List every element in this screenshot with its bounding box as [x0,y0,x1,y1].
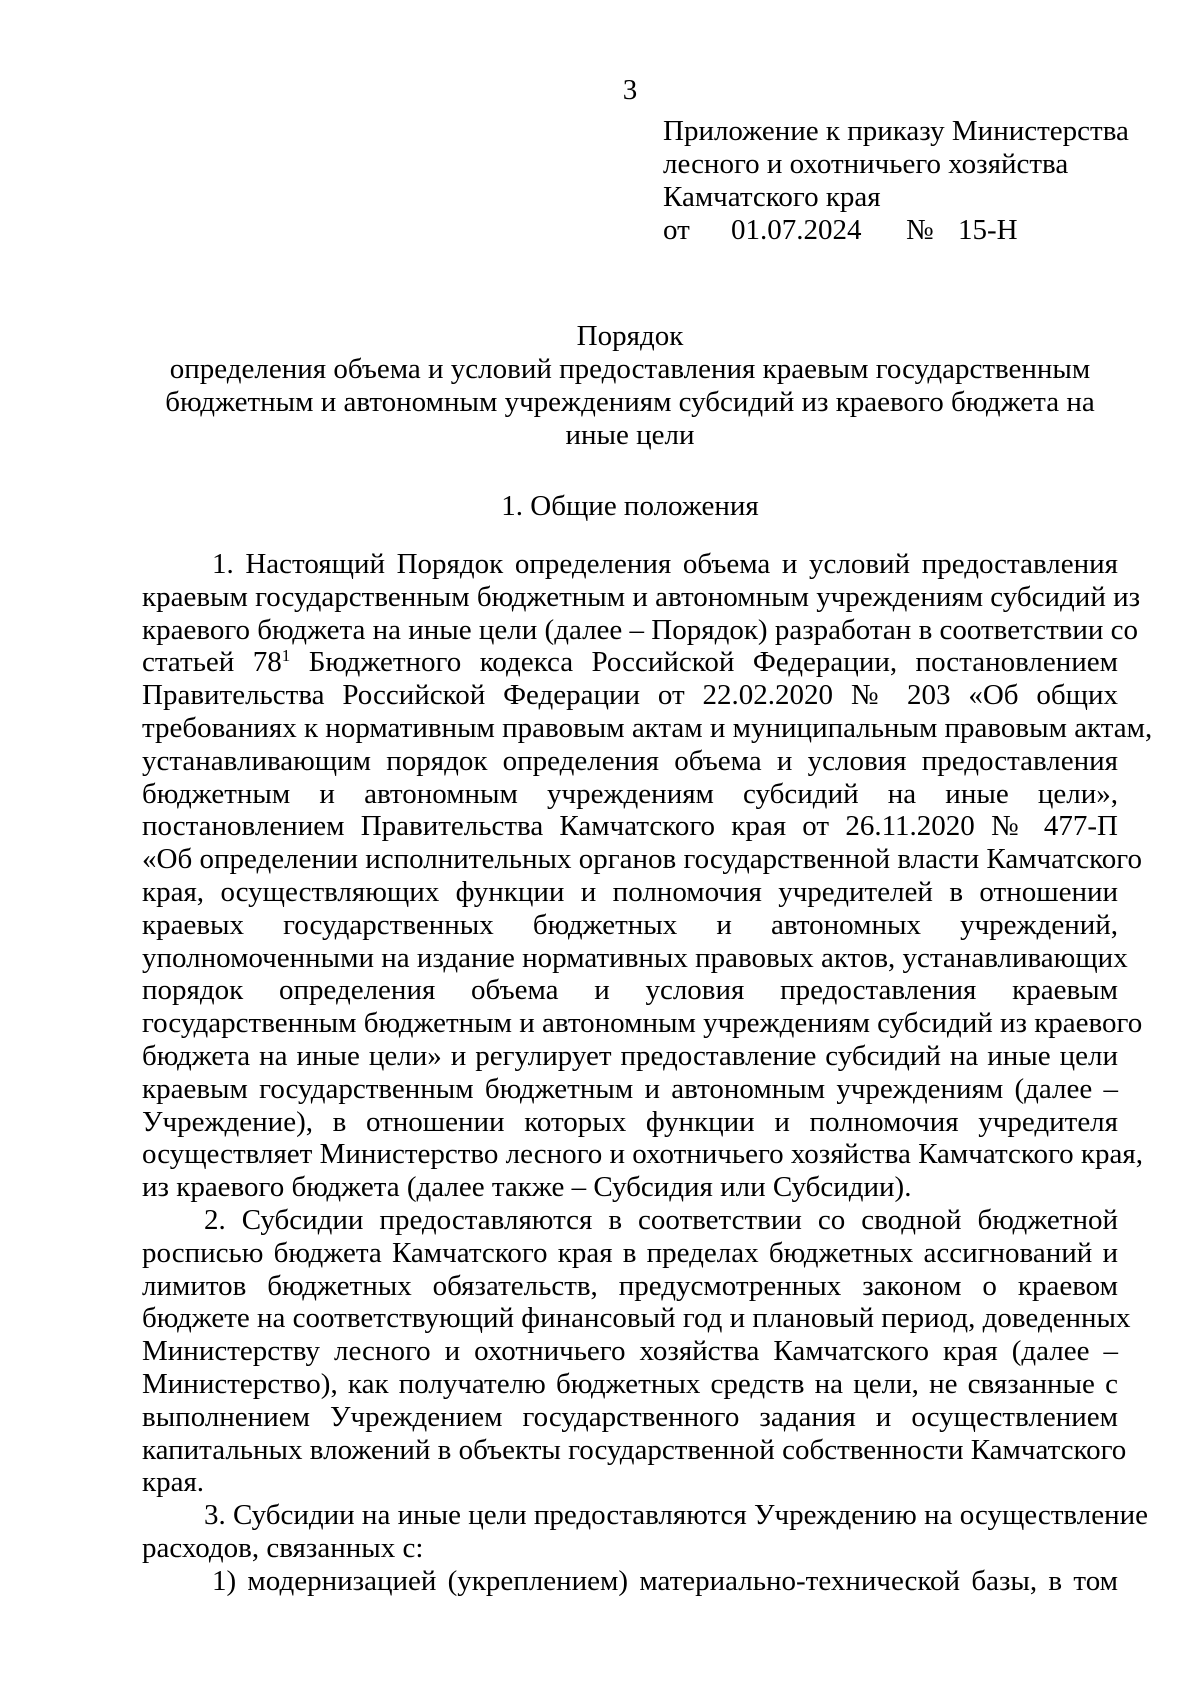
approval-line: лесного и охотничьего хозяйства [663,148,1069,180]
paragraph-line: росписью бюджета Камчатского края в пределах бюджетных ассигнований и [142,1236,1118,1269]
paragraph-line: бюджетным и автономным учреждениям субсидий на иные цели», [142,777,1118,810]
document-body [142,548,1153,1598]
order-number-sign: № [906,214,934,246]
paragraph-line: требованиях к нормативным правовым актам и муниципальным правовым актам, [142,711,1153,744]
paragraph-line: 3. Субсидии на иные цели предоставляются Учреждению на осуществление [204,1499,1148,1532]
paragraph-line: Правительства Российской Федерации от 22.02.2020 № 203 «Об общих [142,679,1118,712]
section-heading: 1. Общие положения [501,490,759,522]
text-fragment: Бюджетного кодекса Российской Федерации, постановлением [290,646,1119,679]
paragraph-line: края, осуществляющих функции и полномочия учредителей в отношении [142,875,1118,908]
paragraph-line: бюджета на иные цели» и регулирует предоставление субсидий на иные цели [142,1039,1118,1072]
approval-line: Камчатского края [663,181,881,213]
paragraph-line: 1. Настоящий Порядок определения объема и условий предоставления [212,548,1118,580]
paragraph-line: краевого бюджета на иные цели (далее – Порядок) разработан в соответствии со [142,613,1138,646]
paragraph-line: порядок определения объема и условия предоставления краевым [142,974,1118,1007]
page-number: 3 [622,74,638,106]
paragraph-line: осуществляет Министерство лесного и охотничьего хозяйства Камчатского края, [142,1138,1143,1171]
paragraph-line: краевых государственных бюджетных и автономных учреждений, [142,908,1118,941]
paragraph-line: выполнением Учреждением государственного задания и осуществлением [142,1400,1118,1433]
order-number: 15-Н [958,214,1018,246]
paragraph-line: уполномоченными на издание нормативных правовых актов, устанавливающих [142,941,1128,974]
approval-line: Приложение к приказу Министерства [663,115,1129,147]
paragraph-line: из краевого бюджета (далее также – Субсидия или Субсидии). [142,1171,912,1204]
order-from-label: от [663,214,690,246]
order-date: 01.07.2024 [731,214,862,246]
title-line: бюджетным и автономным учреждениям субсидий из краевого бюджета на [165,386,1095,418]
title-line: Порядок [576,320,684,352]
paragraph-line: постановлением Правительства Камчатского края от 26.11.2020 № 477-П [142,810,1118,843]
paragraph-line: 2. Субсидии предоставляются в соответствии со сводной бюджетной [204,1203,1118,1236]
paragraph-line: лимитов бюджетных обязательств, предусмотренных законом о краевом [142,1269,1118,1302]
paragraph-line: 1) модернизацией (укреплением) материально-технической базы, в том [212,1564,1118,1597]
order-reference [663,214,1163,247]
paragraph-line: устанавливающим порядок определения объема и условия предоставления [142,744,1118,777]
paragraph-line: Министерству лесного и охотничьего хозяйства Камчатского края (далее – [142,1335,1118,1368]
paragraph-line: краевым государственным бюджетным и автономным учреждениям (далее – [142,1072,1118,1105]
paragraph-line: Министерство), как получателю бюджетных средств на цели, не связанные с [142,1367,1118,1400]
paragraph-line: расходов, связанных с: [142,1531,424,1564]
paragraph-line: капитальных вложений в объекты государственной собственности Камчатского [142,1433,1127,1466]
approval-stamp [663,115,1163,247]
paragraph-line: края. [142,1466,205,1499]
paragraph-line: бюджете на соответствующий финансовый год и плановый период, доведенных [142,1302,1131,1335]
paragraph-line: государственным бюджетным и автономным учреждениям субсидий из краевого [142,1007,1143,1040]
paragraph-line: краевым государственным бюджетным и автономным учреждениям субсидий из [142,580,1141,613]
paragraph-line [142,646,1118,679]
text-fragment: статьей 78 [142,646,282,679]
document-title [142,320,1118,452]
title-line: иные цели [565,419,695,451]
paragraph-line: «Об определении исполнительных органов государственной власти Камчатского [142,843,1142,876]
title-line: определения объема и условий предоставления краевым государственным [169,353,1091,385]
paragraph-line: Учреждение), в отношении которых функции и полномочия учредителя [142,1105,1118,1138]
superscript: 1 [281,646,291,666]
